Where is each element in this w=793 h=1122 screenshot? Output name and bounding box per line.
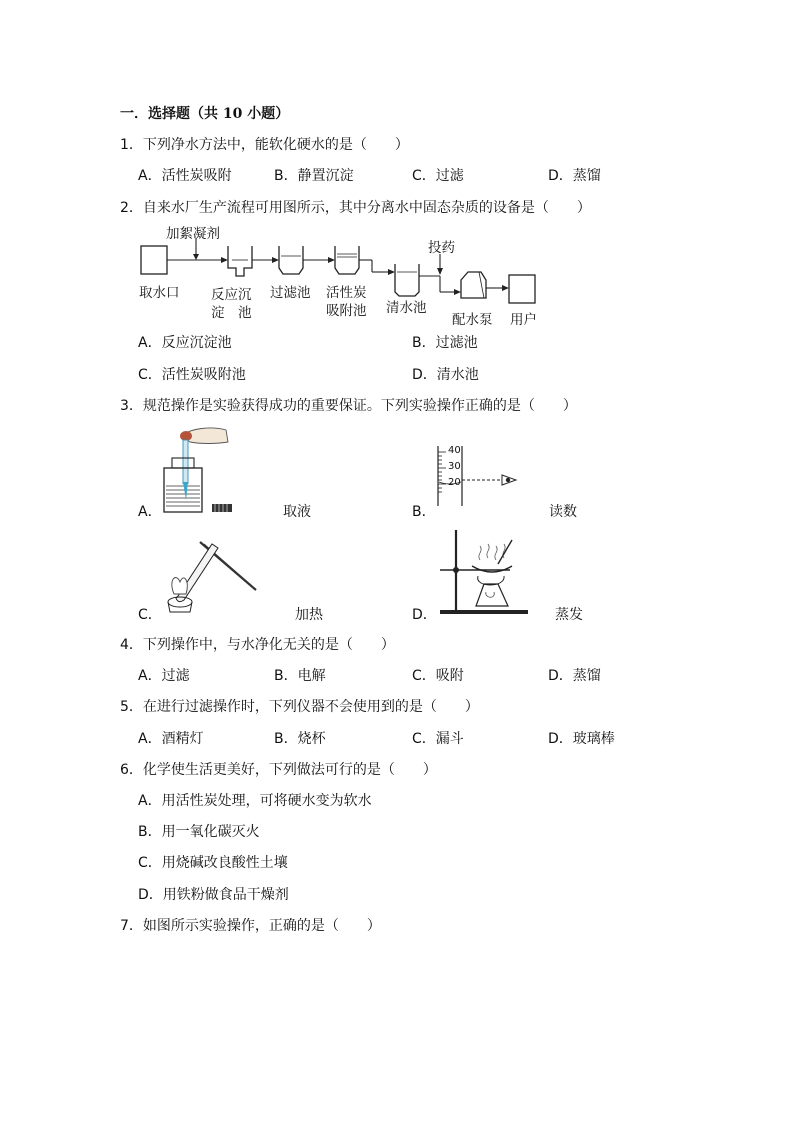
q3-caption-b: 读数 — [549, 504, 577, 520]
q2-option-a[interactable]: A．反应沉淀池 — [138, 335, 232, 351]
q5-option-b[interactable]: B．烧杯 — [274, 731, 326, 747]
q5-option-d[interactable]: D．玻璃棒 — [548, 731, 615, 747]
cylinder-tick-40: 40 — [448, 445, 461, 456]
q5-option-a[interactable]: A．酒精灯 — [138, 731, 204, 747]
q4-option-c[interactable]: C．吸附 — [412, 668, 464, 684]
question-6-stem: 6．化学使生活更美好，下列做法可行的是（ ） — [120, 762, 437, 778]
q5-option-c[interactable]: C．漏斗 — [412, 731, 464, 747]
question-7-stem: 7．如图所示实验操作，正确的是（ ） — [120, 918, 381, 934]
question-4-stem: 4．下列操作中，与水净化无关的是（ ） — [120, 637, 395, 653]
flow-label-pump: 配水泵 — [452, 312, 493, 328]
q1-option-a[interactable]: A．活性炭吸附 — [138, 168, 232, 184]
flow-label-flocculant: 加絮凝剂 — [166, 226, 220, 242]
question-5-stem: 5．在进行过滤操作时，下列仪器不会使用到的是（ ） — [120, 699, 479, 715]
q1-option-d[interactable]: D．蒸馏 — [548, 168, 601, 184]
question-2-stem: 2．自来水厂生产流程可用图所示，其中分离水中固态杂质的设备是（ ） — [120, 200, 591, 216]
question-3-stem: 3．规范操作是实验获得成功的重要保证。下列实验操作正确的是（ ） — [120, 398, 577, 414]
cylinder-tick-20: 20 — [448, 477, 461, 488]
q3-option-b[interactable]: B． — [412, 504, 436, 520]
q1-option-b[interactable]: B．静置沉淀 — [274, 168, 354, 184]
q4-option-d[interactable]: D．蒸馏 — [548, 668, 601, 684]
flow-label-user: 用户 — [510, 312, 537, 328]
q6-option-d[interactable]: D．用铁粉做食品干燥剂 — [138, 887, 289, 903]
q3-caption-c: 加热 — [295, 607, 323, 623]
q3-option-c[interactable]: C． — [138, 607, 162, 623]
q3-option-d[interactable]: D． — [412, 607, 437, 623]
flow-label-intake: 取水口 — [139, 285, 180, 301]
question-1-stem: 1．下列净水方法中，能软化硬水的是（ ） — [120, 137, 409, 153]
q2-option-b[interactable]: B．过滤池 — [412, 335, 478, 351]
q6-option-b[interactable]: B．用一氧化碳灭火 — [138, 824, 260, 840]
q3-caption-a: 取液 — [283, 504, 311, 520]
flow-label-reaction-1: 反应沉 — [211, 287, 252, 303]
q3-option-a[interactable]: A． — [138, 504, 162, 520]
section-title: 一．选择题（共 10 小题） — [120, 106, 290, 122]
flow-label-clear-water: 清水池 — [386, 300, 427, 316]
flow-label-filter: 过滤池 — [270, 285, 311, 301]
cylinder-tick-30: 30 — [448, 461, 461, 472]
q1-option-c[interactable]: C．过滤 — [412, 168, 464, 184]
q4-option-b[interactable]: B．电解 — [274, 668, 326, 684]
q4-option-a[interactable]: A．过滤 — [138, 668, 190, 684]
heating-test-tube-illustration — [160, 536, 260, 616]
evaporation-setup-illustration — [436, 526, 532, 616]
q2-option-c[interactable]: C．活性炭吸附池 — [138, 367, 246, 383]
flow-label-reaction-2: 淀 池 — [211, 305, 252, 321]
dropper-bottle-illustration — [160, 422, 236, 516]
flow-label-dosing: 投药 — [428, 240, 455, 256]
q6-option-c[interactable]: C．用烧碱改良酸性土壤 — [138, 855, 288, 871]
flow-label-carbon-2: 吸附池 — [326, 303, 367, 319]
q6-option-a[interactable]: A．用活性炭处理，可将硬水变为软水 — [138, 793, 372, 809]
q3-caption-d: 蒸发 — [555, 607, 583, 623]
flow-label-carbon-1: 活性炭 — [326, 285, 367, 301]
q2-option-d[interactable]: D．清水池 — [412, 367, 479, 383]
